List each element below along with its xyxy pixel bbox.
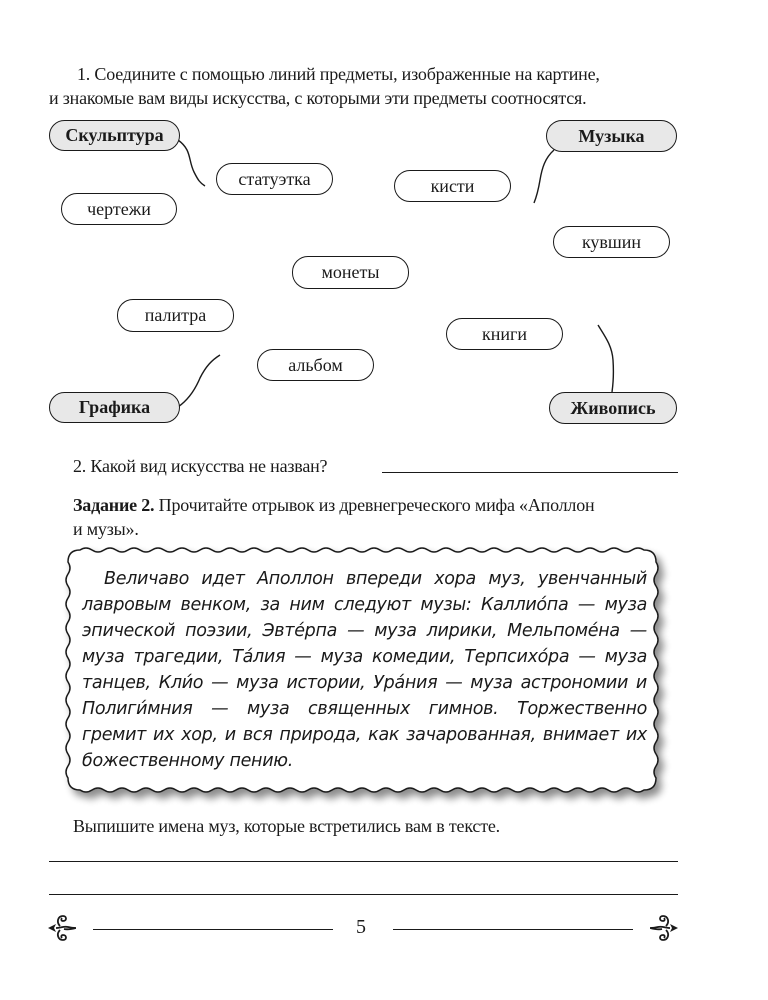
question2-answer-line[interactable]	[382, 472, 678, 473]
assignment2-instruction-line2: и музы».	[73, 519, 139, 539]
category-graphics[interactable]	[49, 392, 180, 423]
category-sculpture[interactable]	[49, 120, 180, 151]
item-statuette-label: статуэтка	[238, 168, 311, 189]
assignment2-label: Задание 2.	[73, 495, 155, 515]
connector-painting	[598, 325, 613, 392]
category-music[interactable]	[546, 120, 677, 152]
category-music-label: Музыка	[578, 125, 645, 146]
write-muses-prompt: Выпишите имена муз, которые встретились вам в тексте.	[73, 816, 500, 836]
task1-instruction-line2: и знакомые вам виды искусства, с которыми эти предметы соотносятся.	[49, 88, 587, 108]
item-album-label: альбом	[288, 354, 343, 375]
footer-rule-right	[393, 929, 633, 930]
item-jug[interactable]	[553, 226, 670, 258]
muses-answer-line-2[interactable]	[49, 894, 678, 895]
footer-rule-left	[93, 929, 333, 930]
question2-text: 2. Какой вид искусства не назван?	[73, 456, 328, 476]
assignment2-instruction-line1	[73, 494, 594, 516]
category-sculpture-label: Скульптура	[65, 125, 164, 145]
category-graphics-label: Графика	[78, 397, 151, 417]
item-brushes[interactable]	[394, 170, 511, 202]
item-album[interactable]	[257, 349, 374, 381]
item-coins[interactable]	[292, 256, 409, 289]
item-books-label: книги	[481, 323, 528, 344]
footer-ornament-right-icon	[650, 910, 680, 946]
assignment2-instruction-text: Прочитайте отрывок из древнегреческого мифа «Аполлон	[158, 495, 595, 515]
item-palette-label: палитра	[144, 305, 207, 325]
myth-passage	[82, 566, 647, 774]
item-jug-label: кувшин	[581, 231, 642, 252]
item-statuette[interactable]	[216, 163, 333, 195]
muses-answer-line-1[interactable]	[49, 861, 678, 862]
item-coins-label: монеты	[321, 262, 380, 282]
connector-music	[534, 150, 554, 203]
category-painting-label: Живопись	[570, 397, 656, 418]
footer-ornament-left-icon	[46, 910, 76, 946]
connector-graphics	[178, 355, 220, 407]
connector-sculpture	[178, 140, 205, 186]
task1-instruction-line1: 1. Соедините с помощью линий предметы, изображенные на картине,	[77, 64, 600, 84]
item-palette[interactable]	[117, 299, 234, 332]
myth-passage-text: Величаво идет Аполлон впереди хора муз, увенчанный лавровым венком, за ним следуют музы: Каллио́па — муза эпической поэзии, Эвте́рпа — муза лирики, Мельпоме́на — муза трагедии, Та́лия — муза комедии, Терпсихо́ра — муза танцев, Кли́о — муза истории, Ура́ния — муза астрономии и Полиги́мния — муза священных гимнов. Торжественно гремит их хор, и вся природа, как зачарованная, внимает их божественному пению.	[82, 569, 647, 771]
page-number: 5	[356, 916, 366, 938]
item-brushes-label: кисти	[430, 175, 475, 196]
item-drawings-label: чертежи	[87, 198, 151, 219]
item-books[interactable]	[446, 318, 563, 350]
item-drawings[interactable]	[61, 193, 177, 225]
category-painting[interactable]	[549, 392, 677, 424]
